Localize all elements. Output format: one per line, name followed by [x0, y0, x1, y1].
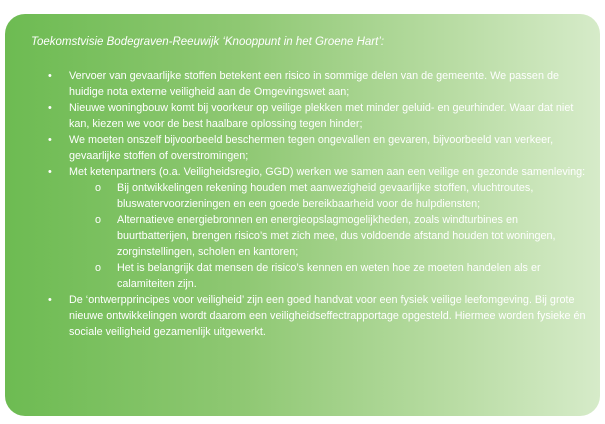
list-item-text: Nieuwe woningbouw komt bij voorkeur op veilige plekken met minder geluid- en geurhinder. Waar dat niet kan, kiezen we voor de best haalbare oplossing tegen hinder; [69, 102, 574, 130]
bullet-dot-icon: • [48, 294, 52, 306]
list-item-text: We moeten onszelf bijvoorbeeld beschermen tegen ongevallen en gevaren, bijvoorbeeld van verkeer, gevaarlijke stoffen of overstromingen; [69, 134, 554, 162]
list-item [5, 132, 600, 164]
list-item-text: De ‘ontwerpprincipes voor veiligheid’ zijn een goed handvat voor een fysiek veilige leefomgeving. Bij grote nieuwe ontwikkelingen wordt daarom een veiligheidseffectrapportage opgesteld. Hiermee worden fysieke én sociale veiligheid gezamenlijk uitgewerkt. [69, 294, 586, 338]
sub-list-item-text: Bij ontwikkelingen rekening houden met aanwezigheid gevaarlijke stoffen, vluchtroutes, bluswatervoorzieningen en een goede bereikbaarheid voor de hulpdiensten; [117, 182, 534, 210]
panel-title: Toekomstvisie Bodegraven-Reeuwijk ‘Knooppunt in het Groene Hart’: [31, 36, 385, 48]
circle-bullet-icon: o [95, 182, 102, 194]
list-item [5, 164, 600, 292]
list-item [5, 68, 600, 100]
list-item [5, 100, 600, 132]
bullet-list [5, 68, 600, 340]
sub-list-item [69, 212, 586, 260]
list-item-text: Met ketenpartners (o.a. Veiligheidsregio, GGD) werken we samen aan een veilige en gezonde samenleving: [69, 166, 586, 178]
list-item [5, 292, 600, 340]
sub-list-item-text: Het is belangrijk dat mensen de risico’s kennen en weten hoe ze moeten handelen als er calamiteiten zijn. [117, 262, 541, 290]
sub-list-item [69, 260, 586, 292]
sub-list-item [69, 180, 586, 212]
bullet-dot-icon: • [48, 166, 52, 178]
bullet-dot-icon: • [48, 134, 52, 146]
list-item-text: Vervoer van gevaarlijke stoffen betekent een risico in sommige delen van de gemeente. We passen de huidige nota externe veiligheid aan de Omgevingswet aan; [69, 70, 559, 98]
vision-panel [5, 14, 600, 416]
sub-list-item-text: Alternatieve energiebronnen en energieopslagmogelijkheden, zoals windturbines en buurtbatterijen, brengen risico’s met zich mee, dus voldoende afstand houden tot woningen, zorginstellingen, scholen en kantoren; [117, 214, 556, 258]
bullet-dot-icon: • [48, 102, 52, 114]
bullet-dot-icon: • [48, 70, 52, 82]
sub-list [69, 180, 586, 292]
circle-bullet-icon: o [95, 262, 102, 274]
circle-bullet-icon: o [95, 214, 102, 226]
